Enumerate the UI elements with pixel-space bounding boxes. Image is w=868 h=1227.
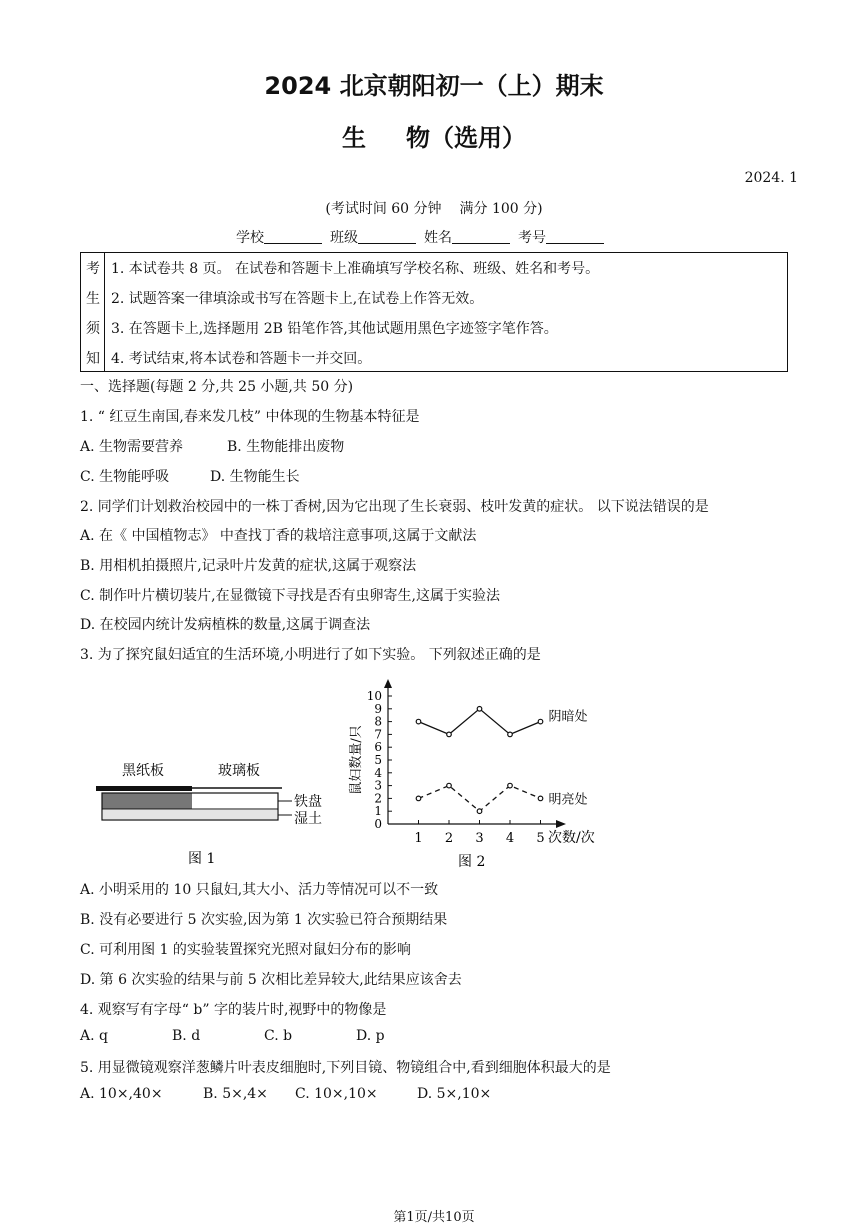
- series-label-2: 明亮处: [548, 792, 588, 808]
- q1-options-row1: [80, 436, 344, 456]
- field-name-blank[interactable]: [452, 229, 510, 244]
- fig1-label-tray: 铁盘: [294, 794, 322, 810]
- y-axis-arrow: [384, 679, 392, 688]
- q1-option-b[interactable]: B. 生物能排出废物: [227, 439, 345, 455]
- y-tick-label: 5: [374, 753, 382, 767]
- subject-title: [0, 118, 868, 153]
- x-tick-label: 1: [414, 831, 423, 846]
- q5-stem: 5. 用显微镜观察洋葱鳞片叶表皮细胞时,下列目镜、物镜组合中,看到细胞体积最大的是: [80, 1060, 611, 1076]
- q1-options-row2: [80, 466, 300, 486]
- notice-box: [80, 252, 788, 372]
- field-id-blank[interactable]: [546, 229, 604, 244]
- notice-item: 2. 试题答案一律填涂或书写在答题卡上,在试卷上作答无效。: [111, 291, 484, 307]
- q5-option-c[interactable]: C. 10×,10×: [295, 1086, 378, 1102]
- fig1-label-glass: 玻璃板: [218, 763, 260, 779]
- q1-option-a[interactable]: A. 生物需要营养: [80, 439, 184, 455]
- q4-option-a[interactable]: A. q: [80, 1028, 108, 1044]
- q2-option-b[interactable]: B. 用相机拍摄照片,记录叶片发黄的症状,这属于观察法: [80, 558, 417, 574]
- q1-option-c[interactable]: C. 生物能呼吸: [80, 469, 170, 485]
- fig1-caption: 图 1: [188, 851, 216, 867]
- notice-side-char: 生: [86, 291, 100, 307]
- y-axis-label: 鼠妇数量/只: [349, 725, 364, 795]
- y-tick-label: 3: [374, 778, 382, 793]
- q1-stem: 1. “ 红豆生南国,春来发几枝” 中体现的生物基本特征是: [80, 409, 420, 425]
- series-label-1: 阴暗处: [548, 709, 588, 725]
- page-number: 第1页/共10页: [393, 1210, 475, 1225]
- fig1-label-soil: 湿土: [294, 811, 322, 827]
- data-point: [477, 707, 482, 712]
- fig2-chart: [340, 676, 620, 872]
- q3-option-d[interactable]: D. 第 6 次实验的结果与前 5 次相比差异较大,此结果应该舍去: [80, 972, 462, 988]
- x-tick-label: 3: [475, 831, 484, 846]
- fig1-black-board: [96, 786, 192, 791]
- field-school-blank[interactable]: [264, 229, 322, 244]
- notice-item: 1. 本试卷共 8 页。 在试卷和答题卡上准确填写学校名称、班级、姓名和考号。: [111, 261, 600, 277]
- exam-date: 2024. 1: [744, 170, 798, 186]
- fig1-apparatus: [96, 755, 336, 870]
- q2-option-a[interactable]: A. 在《 中国植物志》 中查找丁香的栽培注意事项,这属于文献法: [80, 528, 477, 544]
- field-name-label: 姓名: [424, 230, 452, 246]
- fig1-soil: [103, 810, 277, 819]
- data-point: [416, 719, 421, 724]
- fig2-caption: 图 2: [458, 854, 486, 870]
- student-fields: [236, 227, 612, 247]
- x-axis-arrow: [556, 820, 566, 828]
- subject-rest: 物（选用）: [406, 124, 526, 152]
- q4-option-c[interactable]: C. b: [264, 1028, 293, 1044]
- q5-option-a[interactable]: A. 10×,40×: [80, 1086, 163, 1102]
- data-point: [508, 783, 513, 788]
- y-tick-label: 8: [374, 714, 382, 729]
- q1-option-d[interactable]: D. 生物能生长: [210, 469, 300, 485]
- q4-stem: 4. 观察写有字母“ b” 字的装片时,视野中的物像是: [80, 1002, 387, 1018]
- data-point: [447, 732, 452, 737]
- q2-stem: 2. 同学们计划救治校园中的一株丁香树,因为它出现了生长衰弱、枝叶发黄的症状。 以下说法错误的是: [80, 499, 709, 515]
- exam-meta: [0, 198, 868, 218]
- field-class-label: 班级: [330, 230, 358, 246]
- y-tick-label: 6: [374, 740, 382, 755]
- q4-option-d[interactable]: D. p: [356, 1028, 385, 1044]
- field-class-blank[interactable]: [358, 229, 416, 244]
- q2-option-c[interactable]: C. 制作叶片横切装片,在显微镜下寻找是否有虫卵寄生,这属于实验法: [80, 588, 501, 604]
- exam-title: 2024 北京朝阳初一（上）期末: [264, 72, 604, 100]
- series-line-2: [419, 786, 541, 812]
- q5-option-d[interactable]: D. 5×,10×: [417, 1086, 492, 1102]
- q3-stem: 3. 为了探究鼠妇适宜的生活环境,小明进行了如下实验。 下列叙述正确的是: [80, 647, 541, 663]
- notice-side-char: 考: [86, 261, 100, 277]
- q3-option-c[interactable]: C. 可利用图 1 的实验装置探究光照对鼠妇分布的影响: [80, 942, 411, 958]
- series-line-1: [419, 709, 541, 735]
- y-tick-label: 2: [374, 791, 382, 806]
- full-score: 满分 100 分): [459, 201, 543, 217]
- notice-item: 4. 考试结束,将本试卷和答题卡一并交回。: [111, 351, 372, 367]
- q5-option-b[interactable]: B. 5×,4×: [203, 1086, 268, 1102]
- data-point: [538, 796, 543, 801]
- y-tick-label: 1: [374, 804, 382, 819]
- x-tick-label: 5: [536, 831, 545, 846]
- q4-option-b[interactable]: B. d: [172, 1028, 201, 1044]
- x-tick-label: 4: [505, 831, 515, 846]
- q3-option-b[interactable]: B. 没有必要进行 5 次实验,因为第 1 次实验已符合预期结果: [80, 912, 448, 928]
- q2-option-d[interactable]: D. 在校园内统计发病植株的数量,这属于调查法: [80, 617, 371, 633]
- x-axis-label: 次数/次: [548, 830, 595, 846]
- y-tick-label: 9: [374, 701, 382, 716]
- y-tick-label: 10: [366, 689, 382, 703]
- fig1-dark-side: [102, 793, 192, 809]
- field-id-label: 考号: [518, 230, 546, 246]
- y-tick-label: 4: [374, 765, 382, 780]
- notice-side-char: 须: [86, 321, 100, 337]
- y-tick-label: 0: [374, 817, 382, 831]
- data-point: [508, 732, 513, 737]
- q3-option-a[interactable]: A. 小明采用的 10 只鼠妇,其大小、活力等情况可以不一致: [80, 882, 439, 898]
- data-point: [416, 796, 421, 801]
- q4-options: [80, 1028, 385, 1044]
- data-point: [447, 783, 452, 788]
- data-point: [477, 809, 482, 814]
- q5-options: [80, 1086, 491, 1102]
- notice-item: 3. 在答题卡上,选择题用 2B 铅笔作答,其他试题用黑色字迹签字笔作答。: [111, 321, 558, 337]
- data-point: [538, 719, 543, 724]
- x-tick-label: 2: [444, 831, 454, 846]
- field-school-label: 学校: [236, 230, 264, 246]
- y-tick-label: 7: [374, 727, 382, 742]
- subject-char: 生: [342, 124, 366, 152]
- exam-time: (考试时间 60 分钟: [325, 201, 442, 217]
- notice-side: [81, 253, 105, 371]
- fig1-label-black: 黑纸板: [122, 763, 164, 779]
- section-heading: 一、选择题(每题 2 分,共 25 小题,共 50 分): [80, 379, 354, 395]
- notice-side-char: 知: [86, 351, 100, 367]
